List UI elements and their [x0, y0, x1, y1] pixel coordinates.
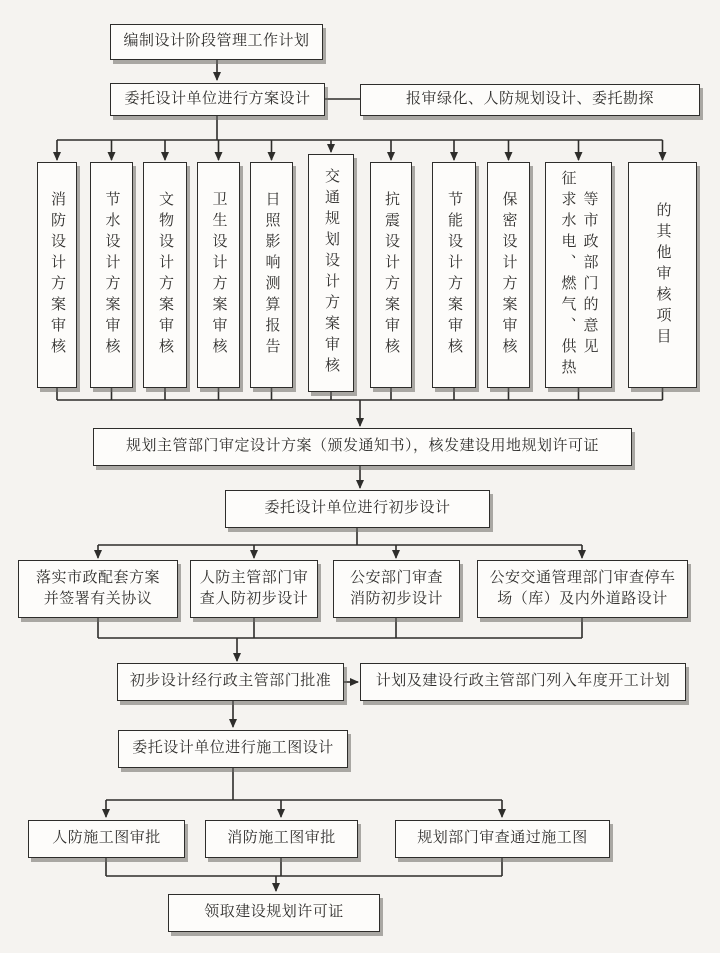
node-civildefense-preliminary-review: 人防主管部门审查人防初步设计	[190, 560, 318, 618]
node-compile-design-plan: 编制设计阶段管理工作计划	[110, 24, 323, 60]
review-label: 的其他审核项目	[654, 201, 671, 349]
node-report-greening-civildefense-survey: 报审绿化、人防规划设计、委托勘探	[360, 84, 700, 116]
node-civildefense-drawing-approval: 人防施工图审批	[28, 820, 185, 858]
review-other-items	[628, 162, 697, 388]
review-water-saving	[90, 162, 133, 388]
review-label: 保密设计方案审核	[500, 191, 517, 359]
review-confidentiality	[487, 162, 530, 388]
review-seismic	[370, 162, 412, 388]
review-label: 节水设计方案审核	[103, 191, 120, 359]
review-cultural-relics	[143, 162, 187, 388]
review-sanitation	[197, 162, 240, 388]
node-publicsecurity-fire-preliminary-review: 公安部门审查消防初步设计	[333, 560, 460, 618]
node-planning-dept-drawing-approval: 规划部门审查通过施工图	[395, 820, 610, 858]
node-implement-municipal-support-agreements: 落实市政配套方案并签署有关协议	[18, 560, 178, 618]
review-label: 消防设计方案审核	[49, 191, 65, 359]
node-fire-drawing-approval: 消防施工图审批	[205, 820, 358, 858]
node-planning-authority-scheme-approval: 规划主管部门审定设计方案（颁发通知书），核发建设用地规划许可证	[93, 428, 632, 466]
node-commission-construction-drawing-design: 委托设计单位进行施工图设计	[118, 730, 348, 768]
review-fire-protection	[37, 162, 77, 388]
node-traffic-parking-road-review: 公安交通管理部门审查停车场（库）及内外道路设计	[477, 560, 688, 618]
review-label: 交通规划设计方案审核	[323, 168, 339, 378]
node-obtain-construction-planning-permit: 领取建设规划许可证	[168, 894, 380, 932]
review-label: 日照影响测算报告	[263, 191, 280, 359]
review-municipal-utilities-opinions	[545, 162, 612, 388]
review-label: 文物设计方案审核	[157, 191, 173, 359]
review-traffic-planning	[308, 154, 354, 392]
review-label: 卫生设计方案审核	[210, 191, 227, 359]
node-preliminary-design-approved: 初步设计经行政主管部门批准	[117, 663, 344, 701]
node-commission-scheme-design: 委托设计单位进行方案设计	[110, 83, 325, 116]
review-energy-saving	[432, 162, 476, 388]
review-label: 征求水电、燃气、供热等市政部门的意见	[559, 170, 598, 380]
node-commission-preliminary-design: 委托设计单位进行初步设计	[225, 490, 490, 528]
review-sunlight-impact-report	[250, 162, 293, 388]
review-label: 抗震设计方案审核	[383, 191, 399, 359]
review-label: 节能设计方案审核	[446, 191, 462, 359]
node-annual-construction-start-plan: 计划及建设行政主管部门列入年度开工计划	[360, 663, 686, 701]
